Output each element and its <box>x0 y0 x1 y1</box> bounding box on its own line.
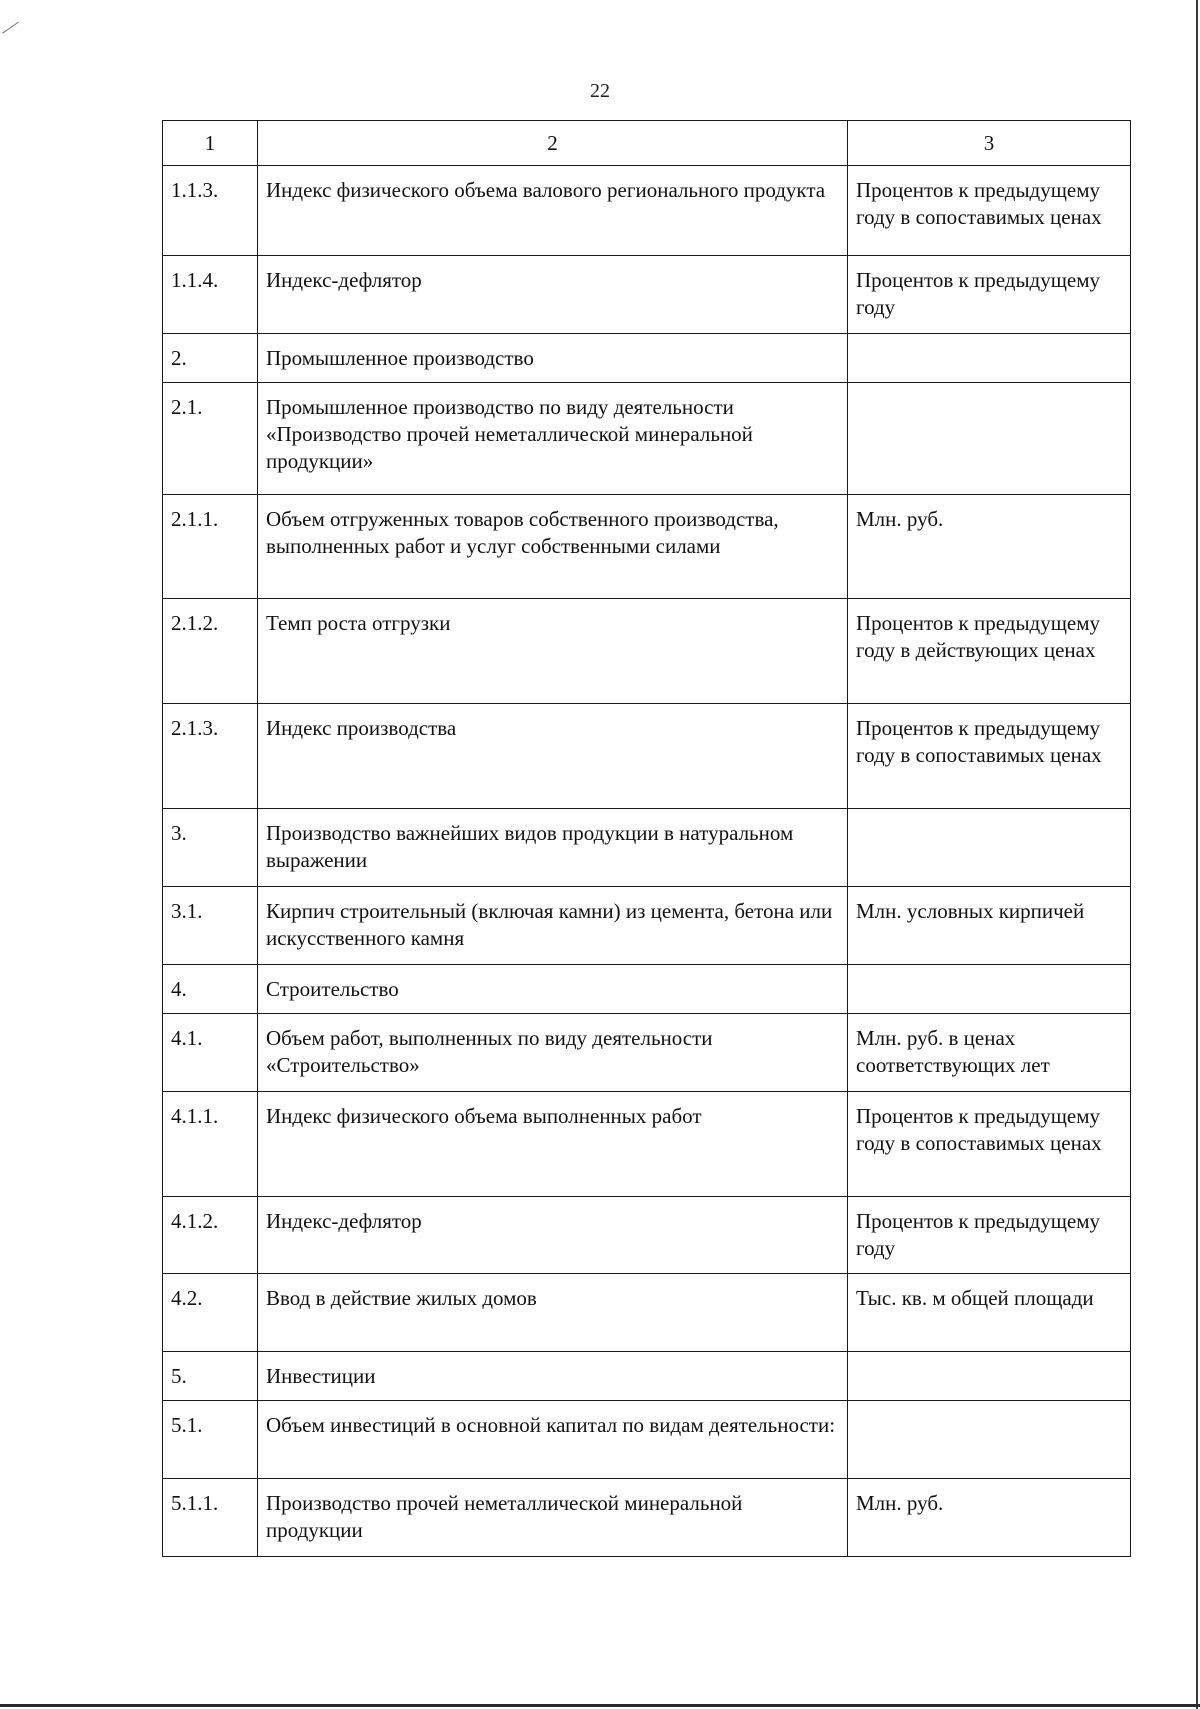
table-row <box>163 1014 1131 1092</box>
table-row <box>163 1352 1131 1401</box>
row-unit <box>848 809 1131 887</box>
scan-mark <box>2 21 26 43</box>
row-code: 4.1.1. <box>163 1092 258 1197</box>
row-unit: Млн. условных кирпичей <box>848 887 1131 965</box>
row-name: Производство важнейших видов продукции в натуральном выражении <box>258 809 848 887</box>
table-row <box>163 334 1131 383</box>
row-unit: Процентов к предыдущему году <box>848 256 1131 334</box>
row-code: 2.1. <box>163 383 258 495</box>
row-name: Инвестиции <box>258 1352 848 1401</box>
header-row <box>163 121 1131 166</box>
table-row <box>163 704 1131 809</box>
table-row <box>163 1197 1131 1274</box>
header-col-1: 1 <box>163 121 258 166</box>
row-name: Объем работ, выполненных по виду деятельности «Строительство» <box>258 1014 848 1092</box>
row-code: 4.1.2. <box>163 1197 258 1274</box>
row-code: 1.1.3. <box>163 166 258 256</box>
row-name: Объем отгруженных товаров собственного производства, выполненных работ и услуг собственными силами <box>258 495 848 599</box>
row-code: 4.2. <box>163 1274 258 1352</box>
table-row <box>163 809 1131 887</box>
row-name: Темп роста отгрузки <box>258 599 848 704</box>
row-code: 1.1.4. <box>163 256 258 334</box>
row-code: 2.1.2. <box>163 599 258 704</box>
table-row <box>163 965 1131 1014</box>
table-row <box>163 383 1131 495</box>
row-unit: Процентов к предыдущему году в действующих ценах <box>848 599 1131 704</box>
header-col-3: 3 <box>848 121 1131 166</box>
row-code: 4.1. <box>163 1014 258 1092</box>
table-row <box>163 1479 1131 1557</box>
row-name: Индекс-дефлятор <box>258 256 848 334</box>
row-name: Промышленное производство <box>258 334 848 383</box>
row-name: Индекс физического объема выполненных работ <box>258 1092 848 1197</box>
row-unit: Млн. руб. в ценах соответствующих лет <box>848 1014 1131 1092</box>
row-code: 2.1.1. <box>163 495 258 599</box>
row-name: Ввод в действие жилых домов <box>258 1274 848 1352</box>
indicators-table <box>162 120 1131 1557</box>
row-code: 3. <box>163 809 258 887</box>
row-name: Индекс-дефлятор <box>258 1197 848 1274</box>
row-unit: Млн. руб. <box>848 495 1131 599</box>
row-name: Индекс производства <box>258 704 848 809</box>
row-unit: Процентов к предыдущему году <box>848 1197 1131 1274</box>
table-row <box>163 599 1131 704</box>
table-row <box>163 495 1131 599</box>
table-row <box>163 887 1131 965</box>
row-code: 5.1.1. <box>163 1479 258 1557</box>
row-name: Объем инвестиций в основной капитал по видам деятельности: <box>258 1401 848 1479</box>
row-name: Производство прочей неметаллической минеральной продукции <box>258 1479 848 1557</box>
row-name: Строительство <box>258 965 848 1014</box>
row-code: 5. <box>163 1352 258 1401</box>
header-col-2: 2 <box>258 121 848 166</box>
table-row <box>163 1401 1131 1479</box>
row-code: 3.1. <box>163 887 258 965</box>
scan-edge-right <box>1196 0 1198 1709</box>
row-unit <box>848 334 1131 383</box>
row-unit: Млн. руб. <box>848 1479 1131 1557</box>
table-row <box>163 166 1131 256</box>
row-unit: Процентов к предыдущему году в сопоставимых ценах <box>848 166 1131 256</box>
row-unit <box>848 965 1131 1014</box>
row-unit: Процентов к предыдущему году в сопоставимых ценах <box>848 1092 1131 1197</box>
row-name: Кирпич строительный (включая камни) из цемента, бетона или искусственного камня <box>258 887 848 965</box>
row-code: 2. <box>163 334 258 383</box>
row-unit: Процентов к предыдущему году в сопоставимых ценах <box>848 704 1131 809</box>
table-row <box>163 1092 1131 1197</box>
row-unit: Тыс. кв. м общей площади <box>848 1274 1131 1352</box>
row-name: Промышленное производство по виду деятельности «Производство прочей неметаллической минеральной продукции» <box>258 383 848 495</box>
table-row <box>163 1274 1131 1352</box>
row-code: 4. <box>163 965 258 1014</box>
row-unit <box>848 1401 1131 1479</box>
table-row <box>163 256 1131 334</box>
row-unit <box>848 1352 1131 1401</box>
scan-edge-bottom <box>0 1704 1200 1707</box>
row-unit <box>848 383 1131 495</box>
row-code: 2.1.3. <box>163 704 258 809</box>
page-number: 22 <box>590 80 610 102</box>
row-code: 5.1. <box>163 1401 258 1479</box>
row-name: Индекс физического объема валового регионального продукта <box>258 166 848 256</box>
